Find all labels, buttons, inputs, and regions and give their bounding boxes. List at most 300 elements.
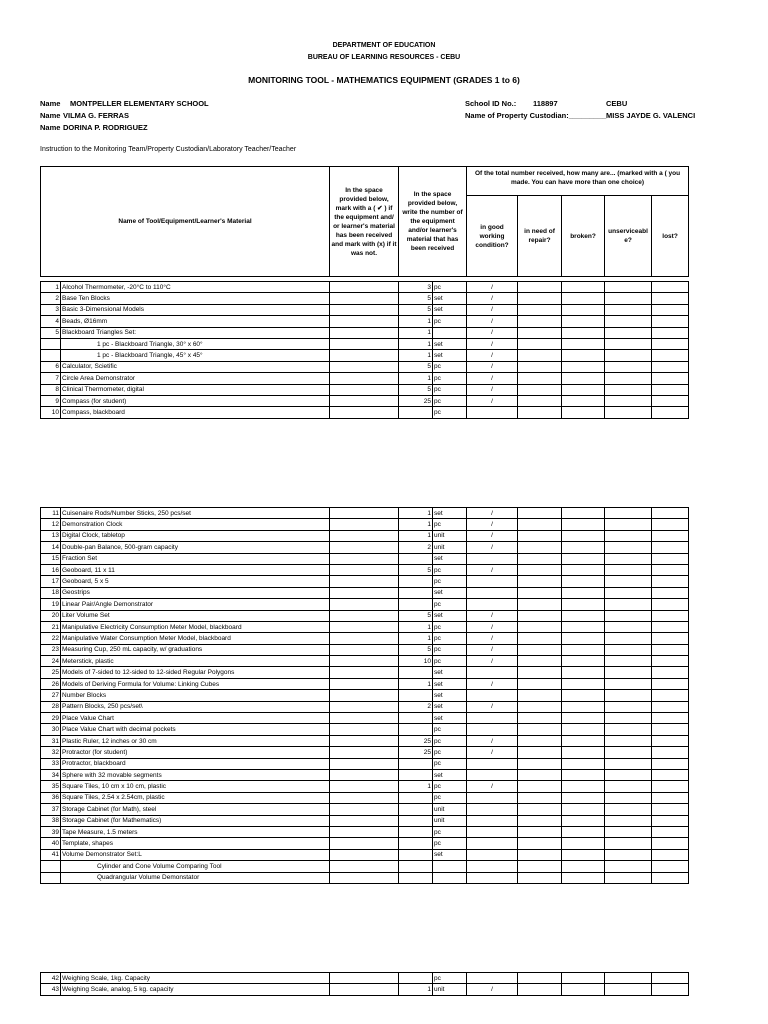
item-name: Storage Cabinet (for Math), steel bbox=[61, 804, 330, 815]
repair-cell bbox=[518, 984, 562, 995]
unit-cell: set bbox=[433, 713, 467, 724]
table-row bbox=[41, 293, 689, 304]
unserviceable-cell bbox=[605, 690, 652, 701]
quantity-cell: 1 bbox=[399, 316, 433, 327]
mark-cell bbox=[330, 804, 399, 815]
item-number: 33 bbox=[41, 758, 61, 769]
repair-cell bbox=[518, 758, 562, 769]
repair-cell bbox=[518, 713, 562, 724]
item-name: Weighing Scale, 1kg. Capacity bbox=[61, 973, 330, 984]
lost-cell bbox=[652, 395, 689, 406]
unit-cell: pc bbox=[433, 564, 467, 575]
repair-cell bbox=[518, 587, 562, 598]
unserviceable-cell bbox=[605, 519, 652, 530]
lost-cell bbox=[652, 861, 689, 872]
table-row bbox=[41, 701, 689, 712]
table-row bbox=[41, 361, 689, 372]
unserviceable-cell bbox=[605, 587, 652, 598]
item-number: 6 bbox=[41, 361, 61, 372]
item-name: Cuisenaire Rods/Number Sticks, 250 pcs/set bbox=[61, 508, 330, 519]
column-header-good: in good working condition? bbox=[467, 196, 518, 277]
item-number: 29 bbox=[41, 713, 61, 724]
repair-cell bbox=[518, 361, 562, 372]
good-condition-cell: / bbox=[467, 384, 518, 395]
lost-cell bbox=[652, 587, 689, 598]
good-condition-cell bbox=[467, 815, 518, 826]
item-number: 40 bbox=[41, 838, 61, 849]
lost-cell bbox=[652, 316, 689, 327]
item-name: Geoboard, 5 x 5 bbox=[61, 576, 330, 587]
item-number: 1 bbox=[41, 282, 61, 293]
unit-cell: pc bbox=[433, 373, 467, 384]
repair-cell bbox=[518, 316, 562, 327]
lost-cell bbox=[652, 815, 689, 826]
item-name: Models of 7-sided to 12-sided to 12-sided Regular Polygons bbox=[61, 667, 330, 678]
unit-cell: set bbox=[433, 690, 467, 701]
item-number bbox=[41, 861, 61, 872]
quantity-cell: 1 bbox=[399, 530, 433, 541]
quantity-cell bbox=[399, 838, 433, 849]
unit-cell: pc bbox=[433, 316, 467, 327]
table-row bbox=[41, 587, 689, 598]
lost-cell bbox=[652, 373, 689, 384]
unit-cell: set bbox=[433, 553, 467, 564]
quantity-cell bbox=[399, 713, 433, 724]
unit-cell: set bbox=[433, 587, 467, 598]
unit-cell: unit bbox=[433, 530, 467, 541]
unserviceable-cell bbox=[605, 973, 652, 984]
mark-cell bbox=[330, 792, 399, 803]
table-row bbox=[41, 621, 689, 632]
item-number: 27 bbox=[41, 690, 61, 701]
item-name: 1 pc - Blackboard Triangle, 30° x 60° bbox=[61, 338, 330, 349]
broken-cell bbox=[562, 621, 605, 632]
unit-cell: pc bbox=[433, 395, 467, 406]
column-header-count: In the space provided below, write the number of the equipment and/or learner's material that has been received bbox=[399, 167, 467, 277]
equipment-table-part2 bbox=[40, 507, 689, 884]
item-number: 13 bbox=[41, 530, 61, 541]
mark-cell bbox=[330, 656, 399, 667]
good-condition-cell bbox=[467, 667, 518, 678]
quantity-cell: 5 bbox=[399, 564, 433, 575]
unserviceable-cell bbox=[605, 599, 652, 610]
repair-cell bbox=[518, 519, 562, 530]
unit-cell: pc bbox=[433, 282, 467, 293]
good-condition-cell: / bbox=[467, 395, 518, 406]
name-label: Name bbox=[40, 99, 61, 108]
unit-cell: set bbox=[433, 701, 467, 712]
unit-cell: set bbox=[433, 769, 467, 780]
mark-cell bbox=[330, 384, 399, 395]
good-condition-cell bbox=[467, 724, 518, 735]
lost-cell bbox=[652, 553, 689, 564]
repair-cell bbox=[518, 838, 562, 849]
quantity-cell bbox=[399, 792, 433, 803]
mark-cell bbox=[330, 713, 399, 724]
quantity-cell: 25 bbox=[399, 735, 433, 746]
repair-cell bbox=[518, 553, 562, 564]
broken-cell bbox=[562, 973, 605, 984]
table-row bbox=[41, 849, 689, 860]
repair-cell bbox=[518, 690, 562, 701]
item-name: Demonstration Clock bbox=[61, 519, 330, 530]
mark-cell bbox=[330, 621, 399, 632]
unit-cell: pc bbox=[433, 621, 467, 632]
unit-cell: pc bbox=[433, 758, 467, 769]
table-row bbox=[41, 576, 689, 587]
unit-cell: pc bbox=[433, 973, 467, 984]
repair-cell bbox=[518, 747, 562, 758]
broken-cell bbox=[562, 599, 605, 610]
quantity-cell: 1 bbox=[399, 327, 433, 338]
lost-cell bbox=[652, 361, 689, 372]
broken-cell bbox=[562, 564, 605, 575]
unserviceable-cell bbox=[605, 564, 652, 575]
lost-cell bbox=[652, 304, 689, 315]
mark-cell bbox=[330, 781, 399, 792]
quantity-cell: 1 bbox=[399, 633, 433, 644]
item-name: Square Tiles, 2.54 x 2.54cm, plastic bbox=[61, 792, 330, 803]
lost-cell bbox=[652, 781, 689, 792]
quantity-cell: 5 bbox=[399, 384, 433, 395]
table-row bbox=[41, 327, 689, 338]
unserviceable-cell bbox=[605, 735, 652, 746]
quantity-cell: 5 bbox=[399, 293, 433, 304]
table-row bbox=[41, 826, 689, 837]
lost-cell bbox=[652, 758, 689, 769]
mark-cell bbox=[330, 373, 399, 384]
lost-cell bbox=[652, 350, 689, 361]
item-name: Calculator, Scietific bbox=[61, 361, 330, 372]
table-row bbox=[41, 758, 689, 769]
table-row bbox=[41, 735, 689, 746]
mark-cell bbox=[330, 564, 399, 575]
broken-cell bbox=[562, 610, 605, 621]
lost-cell bbox=[652, 282, 689, 293]
quantity-cell: 1 bbox=[399, 984, 433, 995]
lost-cell bbox=[652, 599, 689, 610]
broken-cell bbox=[562, 327, 605, 338]
table-row bbox=[41, 395, 689, 406]
mark-cell bbox=[330, 553, 399, 564]
repair-cell bbox=[518, 792, 562, 803]
quantity-cell bbox=[399, 973, 433, 984]
quantity-cell bbox=[399, 758, 433, 769]
unit-cell bbox=[433, 872, 467, 883]
table-row bbox=[41, 667, 689, 678]
unserviceable-cell bbox=[605, 361, 652, 372]
good-condition-cell bbox=[467, 804, 518, 815]
lost-cell bbox=[652, 667, 689, 678]
item-name: Meterstick, plastic bbox=[61, 656, 330, 667]
table-row bbox=[41, 282, 689, 293]
good-condition-cell bbox=[467, 576, 518, 587]
item-name: Alcohol Thermometer, -20°C to 110°C bbox=[61, 282, 330, 293]
item-number: 20 bbox=[41, 610, 61, 621]
broken-cell bbox=[562, 713, 605, 724]
item-number: 43 bbox=[41, 984, 61, 995]
quantity-cell: 2 bbox=[399, 542, 433, 553]
column-header-unserviceable: unserviceabl e? bbox=[605, 196, 652, 277]
quantity-cell: 25 bbox=[399, 395, 433, 406]
item-number: 22 bbox=[41, 633, 61, 644]
unit-cell: pc bbox=[433, 633, 467, 644]
table-row bbox=[41, 338, 689, 349]
quantity-cell: 25 bbox=[399, 747, 433, 758]
unit-cell: pc bbox=[433, 361, 467, 372]
good-condition-cell: / bbox=[467, 633, 518, 644]
broken-cell bbox=[562, 872, 605, 883]
item-name: Storage Cabinet (for Mathematics) bbox=[61, 815, 330, 826]
table-row bbox=[41, 804, 689, 815]
lost-cell bbox=[652, 519, 689, 530]
good-condition-cell: / bbox=[467, 373, 518, 384]
mark-cell bbox=[330, 758, 399, 769]
repair-cell bbox=[518, 407, 562, 418]
broken-cell bbox=[562, 724, 605, 735]
table-row bbox=[41, 713, 689, 724]
unserviceable-cell bbox=[605, 815, 652, 826]
lost-cell bbox=[652, 508, 689, 519]
item-name: Plastic Ruler, 12 inches or 30 cm bbox=[61, 735, 330, 746]
column-header-total: Of the total number received, how many are... (marked with a ( you made. You can have more than one choice) bbox=[467, 167, 689, 196]
table-row bbox=[41, 678, 689, 689]
unit-cell bbox=[433, 327, 467, 338]
unserviceable-cell bbox=[605, 838, 652, 849]
lost-cell bbox=[652, 644, 689, 655]
good-condition-cell: / bbox=[467, 293, 518, 304]
item-number: 21 bbox=[41, 621, 61, 632]
item-name: Quadrangular Volume Demonstator bbox=[61, 872, 330, 883]
table-row bbox=[41, 542, 689, 553]
custodian-label: Name of Property Custodian:_________ bbox=[465, 111, 607, 120]
repair-cell bbox=[518, 633, 562, 644]
table-row bbox=[41, 984, 689, 995]
item-number: 4 bbox=[41, 316, 61, 327]
unit-cell: set bbox=[433, 667, 467, 678]
mark-cell bbox=[330, 350, 399, 361]
table-row bbox=[41, 530, 689, 541]
broken-cell bbox=[562, 678, 605, 689]
mark-cell bbox=[330, 519, 399, 530]
unserviceable-cell bbox=[605, 984, 652, 995]
item-number: 36 bbox=[41, 792, 61, 803]
quantity-cell bbox=[399, 872, 433, 883]
good-condition-cell bbox=[467, 599, 518, 610]
unserviceable-cell bbox=[605, 633, 652, 644]
quantity-cell bbox=[399, 599, 433, 610]
repair-cell bbox=[518, 973, 562, 984]
item-name: Square Tiles, 10 cm x 10 cm, plastic bbox=[61, 781, 330, 792]
lost-cell bbox=[652, 384, 689, 395]
teacher-name: VILMA G. FERRAS bbox=[63, 111, 129, 120]
repair-cell bbox=[518, 293, 562, 304]
item-number: 3 bbox=[41, 304, 61, 315]
table-row bbox=[41, 633, 689, 644]
item-name: Pattern Blocks, 250 pcs/set\ bbox=[61, 701, 330, 712]
quantity-cell: 10 bbox=[399, 656, 433, 667]
quantity-cell bbox=[399, 826, 433, 837]
unserviceable-cell bbox=[605, 724, 652, 735]
good-condition-cell: / bbox=[467, 656, 518, 667]
unit-cell: pc bbox=[433, 792, 467, 803]
good-condition-cell bbox=[467, 849, 518, 860]
lost-cell bbox=[652, 576, 689, 587]
lost-cell bbox=[652, 621, 689, 632]
broken-cell bbox=[562, 553, 605, 564]
good-condition-cell: / bbox=[467, 678, 518, 689]
good-condition-cell: / bbox=[467, 701, 518, 712]
broken-cell bbox=[562, 792, 605, 803]
broken-cell bbox=[562, 530, 605, 541]
unit-cell: unit bbox=[433, 984, 467, 995]
item-name: Circle Area Demonstrator bbox=[61, 373, 330, 384]
repair-cell bbox=[518, 599, 562, 610]
table-row bbox=[41, 656, 689, 667]
lost-cell bbox=[652, 804, 689, 815]
table-row bbox=[41, 373, 689, 384]
lost-cell bbox=[652, 792, 689, 803]
table-row bbox=[41, 508, 689, 519]
mark-cell bbox=[330, 304, 399, 315]
lost-cell bbox=[652, 838, 689, 849]
school-id: 118897 bbox=[533, 99, 558, 108]
table-row bbox=[41, 610, 689, 621]
unit-cell: pc bbox=[433, 644, 467, 655]
quantity-cell bbox=[399, 690, 433, 701]
quantity-cell: 3 bbox=[399, 282, 433, 293]
lost-cell bbox=[652, 338, 689, 349]
mark-cell bbox=[330, 530, 399, 541]
item-number: 23 bbox=[41, 644, 61, 655]
good-condition-cell: / bbox=[467, 530, 518, 541]
repair-cell bbox=[518, 656, 562, 667]
item-name: Measuring Cup, 250 mL capacity, w/ graduations bbox=[61, 644, 330, 655]
item-number: 25 bbox=[41, 667, 61, 678]
item-number: 8 bbox=[41, 384, 61, 395]
unit-cell: set bbox=[433, 338, 467, 349]
lost-cell bbox=[652, 984, 689, 995]
equipment-table-part1 bbox=[40, 166, 689, 419]
mark-cell bbox=[330, 327, 399, 338]
table-row bbox=[41, 861, 689, 872]
unit-cell: pc bbox=[433, 747, 467, 758]
quantity-cell: 1 bbox=[399, 781, 433, 792]
unserviceable-cell bbox=[605, 338, 652, 349]
repair-cell bbox=[518, 826, 562, 837]
repair-cell bbox=[518, 542, 562, 553]
table-row bbox=[41, 316, 689, 327]
unit-cell: set bbox=[433, 293, 467, 304]
column-header-lost: lost? bbox=[652, 196, 689, 277]
mark-cell bbox=[330, 667, 399, 678]
quantity-cell: 1 bbox=[399, 621, 433, 632]
mark-cell bbox=[330, 678, 399, 689]
repair-cell bbox=[518, 781, 562, 792]
item-name: Weighing Scale, analog, 5 kg. capacity bbox=[61, 984, 330, 995]
unserviceable-cell bbox=[605, 293, 652, 304]
mark-cell bbox=[330, 701, 399, 712]
repair-cell bbox=[518, 304, 562, 315]
item-name: Template, shapes bbox=[61, 838, 330, 849]
column-header-name: Name of Tool/Equipment/Learner's Material bbox=[41, 167, 330, 277]
good-condition-cell: / bbox=[467, 350, 518, 361]
good-condition-cell: / bbox=[467, 735, 518, 746]
item-name: Compass, blackboard bbox=[61, 407, 330, 418]
table-row bbox=[41, 350, 689, 361]
unit-cell: pc bbox=[433, 576, 467, 587]
lost-cell bbox=[652, 293, 689, 304]
quantity-cell bbox=[399, 576, 433, 587]
unit-cell: pc bbox=[433, 735, 467, 746]
item-number: 42 bbox=[41, 973, 61, 984]
instruction-text: Instruction to the Monitoring Team/Property Custodian/Laboratory Teacher/Teacher bbox=[40, 146, 297, 153]
item-number: 17 bbox=[41, 576, 61, 587]
unserviceable-cell bbox=[605, 678, 652, 689]
repair-cell bbox=[518, 282, 562, 293]
broken-cell bbox=[562, 293, 605, 304]
quantity-cell bbox=[399, 407, 433, 418]
quantity-cell bbox=[399, 724, 433, 735]
table-row bbox=[41, 769, 689, 780]
good-condition-cell bbox=[467, 690, 518, 701]
item-name: Clinical Thermometer, digital bbox=[61, 384, 330, 395]
item-number: 2 bbox=[41, 293, 61, 304]
good-condition-cell: / bbox=[467, 610, 518, 621]
repair-cell bbox=[518, 815, 562, 826]
lost-cell bbox=[652, 735, 689, 746]
unserviceable-cell bbox=[605, 282, 652, 293]
mark-cell bbox=[330, 735, 399, 746]
quantity-cell: 5 bbox=[399, 610, 433, 621]
broken-cell bbox=[562, 542, 605, 553]
mark-cell bbox=[330, 542, 399, 553]
quantity-cell: 1 bbox=[399, 508, 433, 519]
good-condition-cell bbox=[467, 587, 518, 598]
equipment-table-part3 bbox=[40, 972, 689, 996]
mark-cell bbox=[330, 395, 399, 406]
broken-cell bbox=[562, 849, 605, 860]
table-row bbox=[41, 747, 689, 758]
broken-cell bbox=[562, 861, 605, 872]
quantity-cell: 1 bbox=[399, 373, 433, 384]
mark-cell bbox=[330, 838, 399, 849]
broken-cell bbox=[562, 690, 605, 701]
broken-cell bbox=[562, 508, 605, 519]
item-number: 18 bbox=[41, 587, 61, 598]
broken-cell bbox=[562, 747, 605, 758]
good-condition-cell: / bbox=[467, 316, 518, 327]
item-name: Liter Volume Set bbox=[61, 610, 330, 621]
mark-cell bbox=[330, 644, 399, 655]
lost-cell bbox=[652, 872, 689, 883]
item-number: 19 bbox=[41, 599, 61, 610]
unserviceable-cell bbox=[605, 769, 652, 780]
lost-cell bbox=[652, 564, 689, 575]
unserviceable-cell bbox=[605, 747, 652, 758]
item-name: Basic 3-Dimensional Models bbox=[61, 304, 330, 315]
broken-cell bbox=[562, 656, 605, 667]
unserviceable-cell bbox=[605, 826, 652, 837]
repair-cell bbox=[518, 395, 562, 406]
good-condition-cell bbox=[467, 826, 518, 837]
unserviceable-cell bbox=[605, 701, 652, 712]
broken-cell bbox=[562, 587, 605, 598]
mark-cell bbox=[330, 338, 399, 349]
quantity-cell bbox=[399, 815, 433, 826]
table-row bbox=[41, 724, 689, 735]
good-condition-cell: / bbox=[467, 361, 518, 372]
